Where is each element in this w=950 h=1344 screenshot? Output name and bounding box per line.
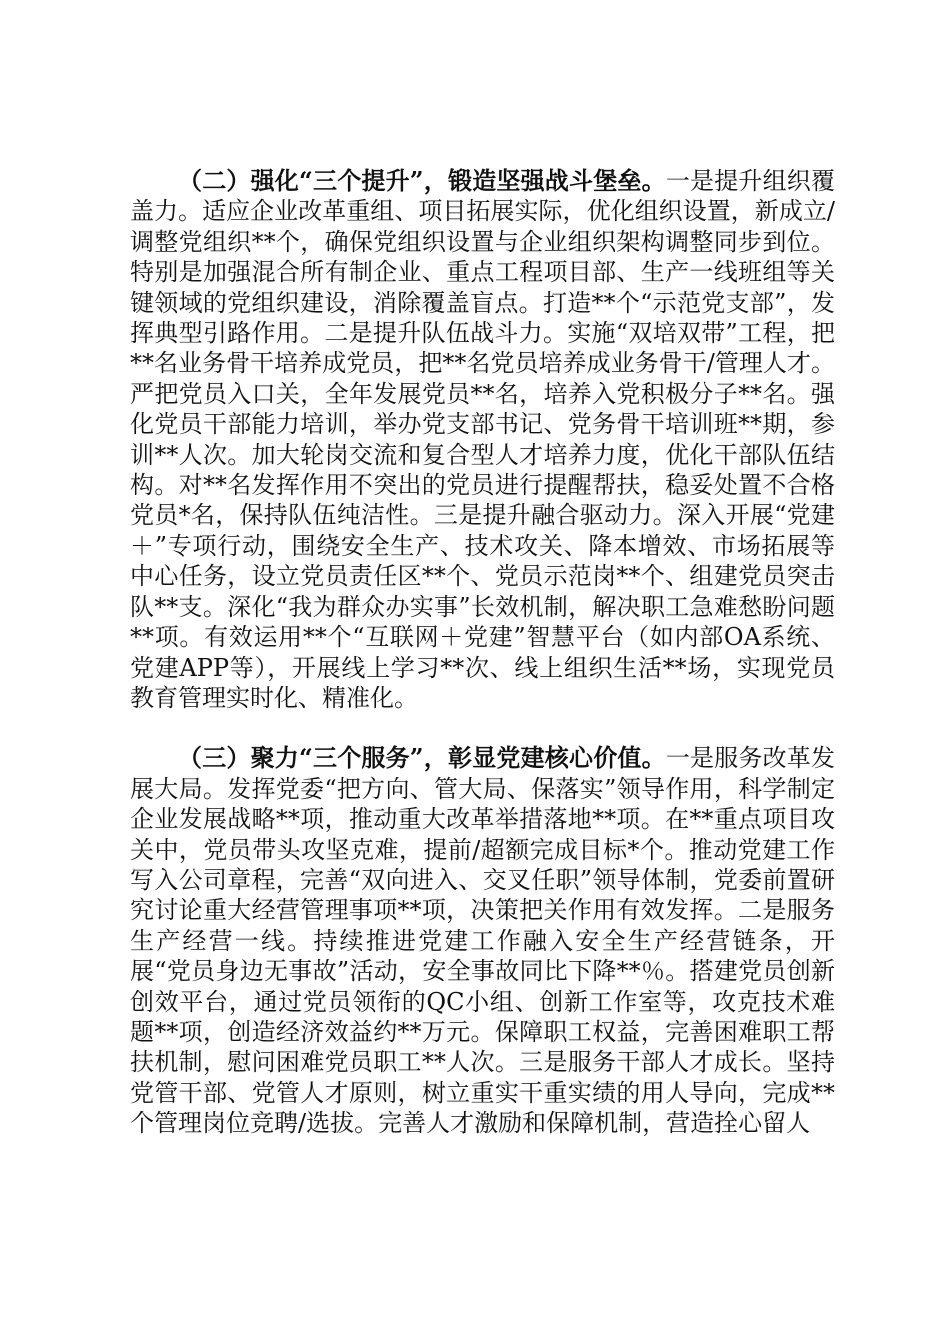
- section-2-heading: （二）强化“三个提升”，锻造坚强战斗堡垒。: [178, 166, 666, 195]
- section-2-body: 一是提升组织覆盖力。适应企业改革重组、项目拓展实际，优化组织设置，新成立/调整党组织**个，确保党组织设置与企业组织架构调整同步到位。特别是加强混合所有制企业、重点工程项目部、生产一线班组等关键领域的党组织建设，消除覆盖盲点。打造**个“示范党支部”，发挥典型引路作用。二是提升队伍战斗力。实施“双培双带”工程，把**名业务骨干培养成党员，把**名党员培养成业务骨干/管理人才。严把党员入口关，全年发展党员**名，培养入党积极分子**名。强化党员干部能力培训，举办党支部书记、党务骨干培训班**期，参训**人次。加大轮岗交流和复合型人才培养力度，优化干部队伍结构。对**名发挥作用不突出的党员进行提醒帮扶，稳妥处置不合格党员*名，保持队伍纯洁性。三是提升融合驱动力。深入开展“党建＋”专项行动，围绕安全生产、技术攻关、降本增效、市场拓展等中心任务，设立党员责任区**个、党员示范岗**个、组建党员突击队**支。深化“我为群众办实事”长效机制，解决职工急难愁盼问题**项。有效运用**个“互联网＋党建”智慧平台（如内部OA系统、党建APP等），开展线上学习**次、线上组织生活**场，实现党员教育管理实时化、精准化。: [130, 167, 836, 712]
- section-3-body: 一是服务改革发展大局。发挥党委“把方向、管大局、保落实”领导作用，科学制定企业发展战略**项，推动重大改革举措落地**项。在**重点项目攻关中，党员带头攻坚克难，提前/超额完成目标*个。推动党建工作写入公司章程，完善“双向进入、交叉任职”领导体制，党委前置研究讨论重大经营管理事项**项，决策把关作用有效发挥。二是服务生产经营一线。持续推进党建工作融入安全生产经营链条，开展“党员身边无事故”活动，安全事故同比下降**％。搭建党员创新创效平台，通过党员领衔的QC小组、创新工作室等，攻克技术难题**项，创造经济效益约**万元。保障职工权益，完善困难职工帮扶机制，慰问困难党员职工**人次。三是服务干部人才成长。坚持党管干部、党管人才原则，树立重实干重实绩的用人导向，完成**个管理岗位竞聘/选拔。完善人才激励和保障机制，营造拴心留人: [130, 744, 836, 1138]
- section-2-paragraph: [130, 166, 835, 713]
- section-3-heading: （三）聚力“三个服务”，彰显党建核心价值。: [178, 743, 666, 773]
- section-3-paragraph: [130, 743, 835, 1138]
- document-page: [130, 166, 835, 1139]
